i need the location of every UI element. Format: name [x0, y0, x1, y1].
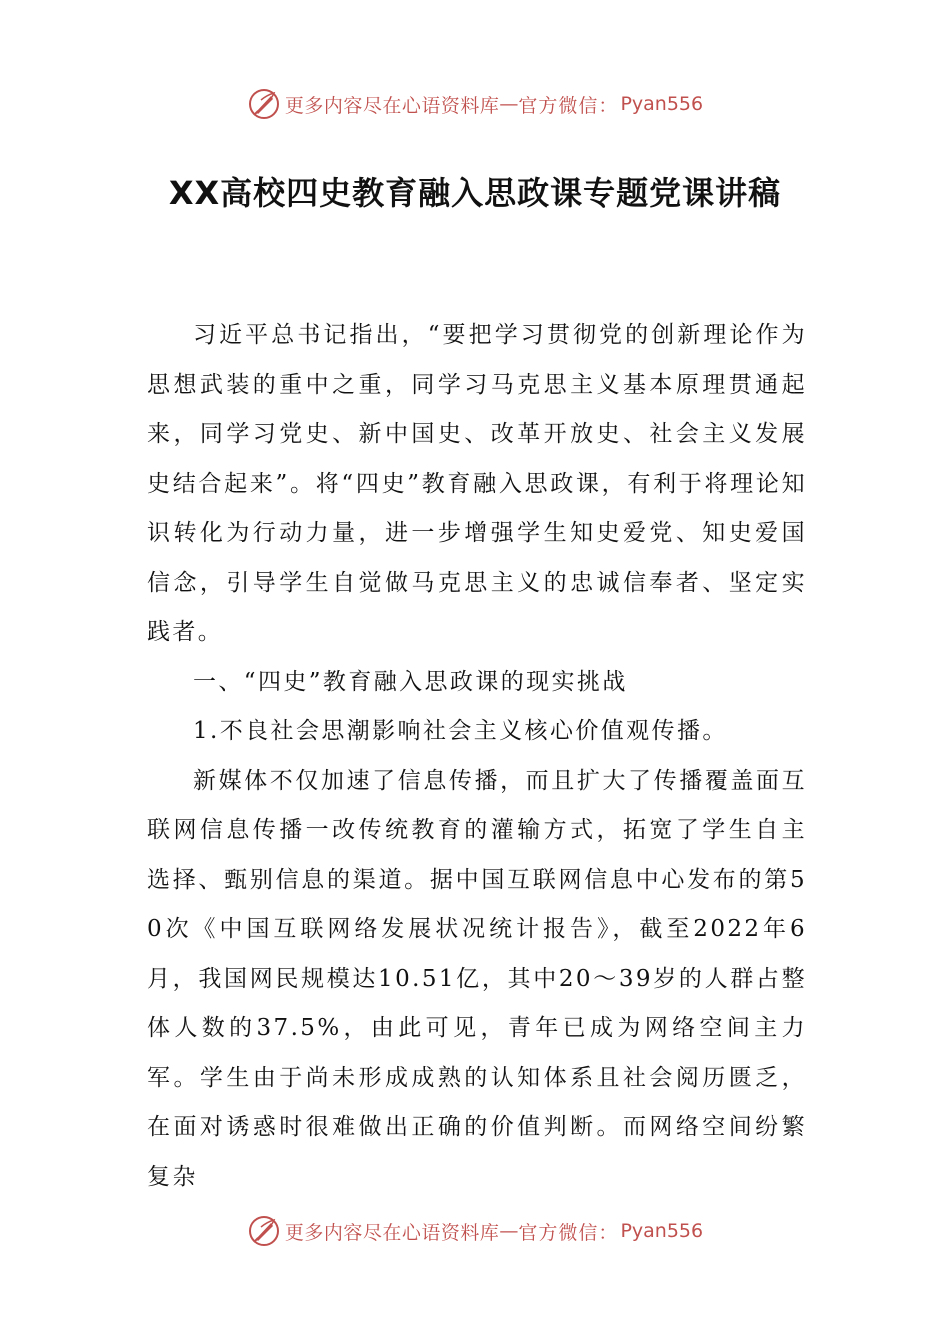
watermark-wechat-label: 官方微信： — [518, 1221, 619, 1244]
subsection-heading: 1.不良社会思潮影响社会主义核心价值观传播。 — [193, 718, 728, 744]
watermark-separator: — — [499, 93, 519, 115]
header-watermark — [0, 84, 950, 124]
quill-logo-icon — [247, 87, 281, 121]
watermark-text: 更多内容尽在心语资料库 — [284, 94, 500, 117]
watermark-wechat-label: 官方微信： — [518, 94, 619, 117]
document-body — [147, 311, 807, 1202]
document-title: XX高校四史教育融入思政课专题党课讲稿 — [168, 174, 782, 212]
watermark-separator: — — [499, 1220, 519, 1242]
quill-logo-icon — [247, 1214, 281, 1248]
watermark-wechat-id: Pyan556 — [620, 1220, 704, 1242]
footer-watermark — [0, 1211, 950, 1251]
watermark-text: 更多内容尽在心语资料库 — [284, 1221, 500, 1244]
section-heading: 一、“四史”教育融入思政课的现实挑战 — [193, 668, 628, 695]
paragraph-body: 新媒体不仅加速了信息传播，而且扩大了传播覆盖面互联网信息传播一改传统教育的灌输方式，拓宽了学生自主选择、甄别信息的渠道。据中国互联网信息中心发布的第50次《中国互联网络发展状况统计报告》，截至2022年6月，我国网民规模达10.51亿，其中20～39岁的人群占整体人数的37.5%，由此可见，青年已成为网络空间主力军。学生由于尚未形成成熟的认知体系且社会阅历匮乏，在面对诱惑时很难做出正确的价值判断。而网络空间纷繁复杂 — [147, 767, 807, 1190]
paragraph-intro: 习近平总书记指出，“要把学习贯彻党的创新理论作为思想武装的重中之重，同学习马克思主义基本原理贯通起来，同学习党史、新中国史、改革开放史、社会主义发展史结合起来”。将“四史”教育融入思政课，有利于将理论知识转化为行动力量，进一步增强学生知史爱党、知史爱国信念，引导学生自觉做马克思主义的忠诚信奉者、坚定实践者。 — [147, 322, 807, 645]
watermark-wechat-id: Pyan556 — [620, 93, 704, 115]
